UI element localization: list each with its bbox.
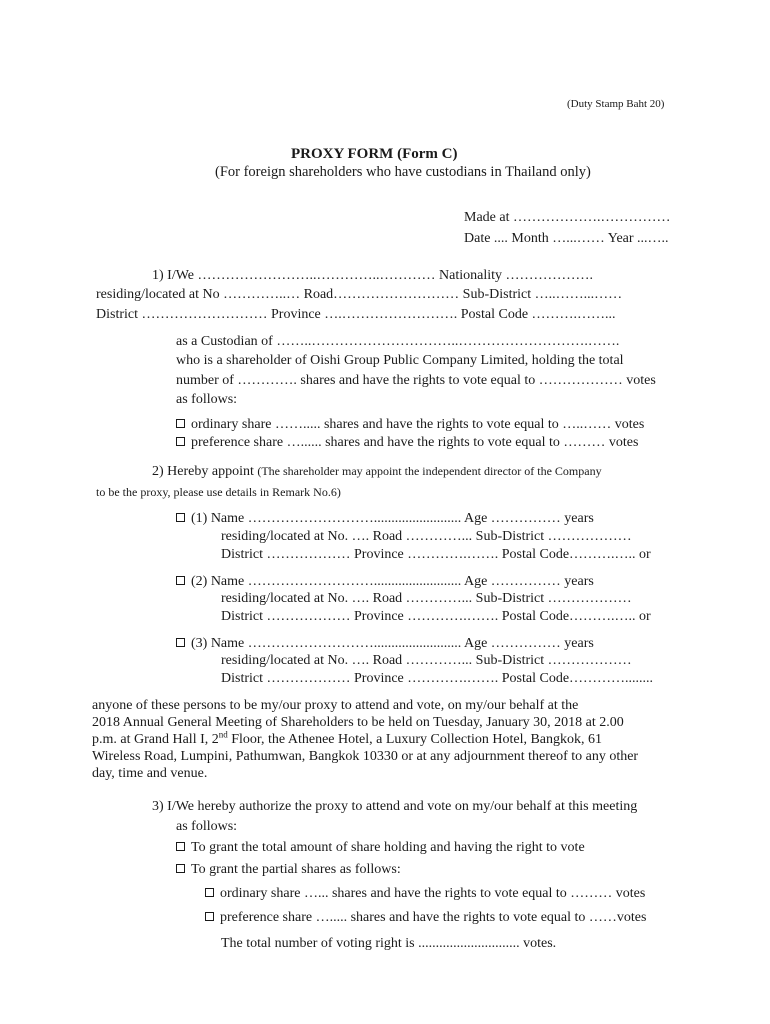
- partial-grant-checkbox[interactable]: [176, 864, 185, 873]
- proxy-3-name-line[interactable]: (3) Name ………………………......................... Age …………… years: [191, 636, 594, 651]
- meeting-line-5: day, time and venue.: [92, 766, 208, 781]
- partial-grant-option[interactable]: [176, 862, 401, 878]
- proxy-2-name-line[interactable]: (2) Name ………………………......................... Age …………… years: [191, 574, 594, 589]
- meeting-paragraph: [92, 697, 688, 782]
- proxy-2[interactable]: [176, 574, 594, 590]
- preference-share-option[interactable]: [176, 435, 638, 451]
- made-at-field[interactable]: Made at ……………….……………: [464, 210, 671, 225]
- proxy-2-checkbox[interactable]: [176, 576, 185, 585]
- proxy-1-name-line[interactable]: (1) Name ………………………......................... Age …………… years: [191, 511, 594, 526]
- appoint-heading: [152, 464, 602, 480]
- proxy-1[interactable]: [176, 511, 594, 527]
- ordinary-share-checkbox[interactable]: [176, 419, 185, 428]
- total-shares-line[interactable]: number of …………. shares and have the rights to vote equal to ……………… votes: [176, 373, 656, 388]
- proxy-2-address-line[interactable]: residing/located at No. …. Road …………... Sub-District ………………: [221, 591, 632, 606]
- total-grant-label: To grant the total amount of share holding and having the right to vote: [191, 840, 585, 855]
- partial-ordinary-label: ordinary share …... shares and have the rights to vote equal to ……… votes: [220, 886, 646, 901]
- total-grant-option[interactable]: [176, 840, 585, 856]
- partial-ordinary-option[interactable]: [205, 886, 645, 902]
- partial-preference-option[interactable]: [205, 910, 646, 926]
- ordinary-share-label: ordinary share ……..... shares and have the rights to vote equal to …..…… votes: [191, 417, 645, 432]
- appoint-label: 2) Hereby appoint: [152, 464, 254, 479]
- meeting-line-1: anyone of these persons to be my/our proxy to attend and vote, on my/our behalf at the: [92, 698, 579, 713]
- preference-share-checkbox[interactable]: [176, 437, 185, 446]
- shareholder-name-line[interactable]: 1) I/We ……………………..…………..………… Nationality ……………….: [152, 268, 594, 283]
- proxy-3-district-line[interactable]: District ……………… Province ………….……. Postal Code…………........: [221, 671, 654, 686]
- form-subtitle: (For foreign shareholders who have custodians in Thailand only): [215, 164, 591, 180]
- proxy-2-district-line[interactable]: District ……………… Province ………….……. Postal Code……….….. or: [221, 609, 651, 624]
- meeting-line-3b: Floor, the Athenee Hotel, a Luxury Collection Hotel, Bangkok, 61: [227, 732, 603, 747]
- shareholder-address-line[interactable]: residing/located at No …………..… Road……………………… Sub-District …..……...……: [96, 287, 623, 302]
- total-grant-checkbox[interactable]: [176, 842, 185, 851]
- remark-note-cont: to be the proxy, please use details in Remark No.6): [96, 485, 341, 499]
- ordinal-suffix: nd: [218, 729, 228, 740]
- duty-stamp-note: (Duty Stamp Baht 20): [567, 98, 665, 110]
- meeting-line-2: 2018 Annual General Meeting of Shareholders to be held on Tuesday, January 30, 2018 at 2.00: [92, 715, 624, 730]
- total-voting-right-line[interactable]: The total number of voting right is ............................. votes.: [221, 936, 557, 951]
- shareholder-district-line[interactable]: District ……………………… Province ….……………………. Postal Code ……….……...: [96, 307, 616, 322]
- partial-preference-label: preference share …..... shares and have the rights to vote equal to ……votes: [220, 910, 647, 925]
- proxy-1-checkbox[interactable]: [176, 513, 185, 522]
- proxy-3-checkbox[interactable]: [176, 638, 185, 647]
- partial-preference-checkbox[interactable]: [205, 912, 214, 921]
- proxy-1-district-line[interactable]: District ……………… Province ………….……. Postal Code……….….. or: [221, 547, 651, 562]
- date-field[interactable]: Date .... Month …...…… Year ...…..: [464, 231, 669, 246]
- partial-grant-label: To grant the partial shares as follows:: [191, 862, 401, 877]
- proxy-3-address-line[interactable]: residing/located at No. …. Road …………... Sub-District ………………: [221, 653, 632, 668]
- meeting-line-4: Wireless Road, Lumpini, Pathumwan, Bangkok 10330 or at any adjournment thereof to any other: [92, 749, 639, 764]
- ordinary-share-option[interactable]: [176, 417, 644, 433]
- meeting-line-3: [92, 731, 688, 748]
- proxy-3[interactable]: [176, 636, 594, 652]
- authorize-as-follows: as follows:: [176, 819, 238, 834]
- meeting-line-3a: p.m. at Grand Hall I, 2: [92, 732, 219, 747]
- as-follows-label: as follows:: [176, 392, 238, 407]
- preference-share-label: preference share …...... shares and have the rights to vote equal to ……… votes: [191, 435, 639, 450]
- proxy-1-address-line[interactable]: residing/located at No. …. Road …………... Sub-District ………………: [221, 529, 632, 544]
- authorize-line: 3) I/We hereby authorize the proxy to attend and vote on my/our behalf at this meeting: [152, 799, 638, 814]
- partial-ordinary-checkbox[interactable]: [205, 888, 214, 897]
- shareholder-statement: who is a shareholder of Oishi Group Public Company Limited, holding the total: [176, 353, 624, 368]
- custodian-line[interactable]: as a Custodian of ……..…………………………..……………………….…….: [176, 334, 620, 349]
- form-title: PROXY FORM (Form C): [291, 146, 458, 162]
- remark-note: (The shareholder may appoint the independent director of the Company: [257, 464, 602, 478]
